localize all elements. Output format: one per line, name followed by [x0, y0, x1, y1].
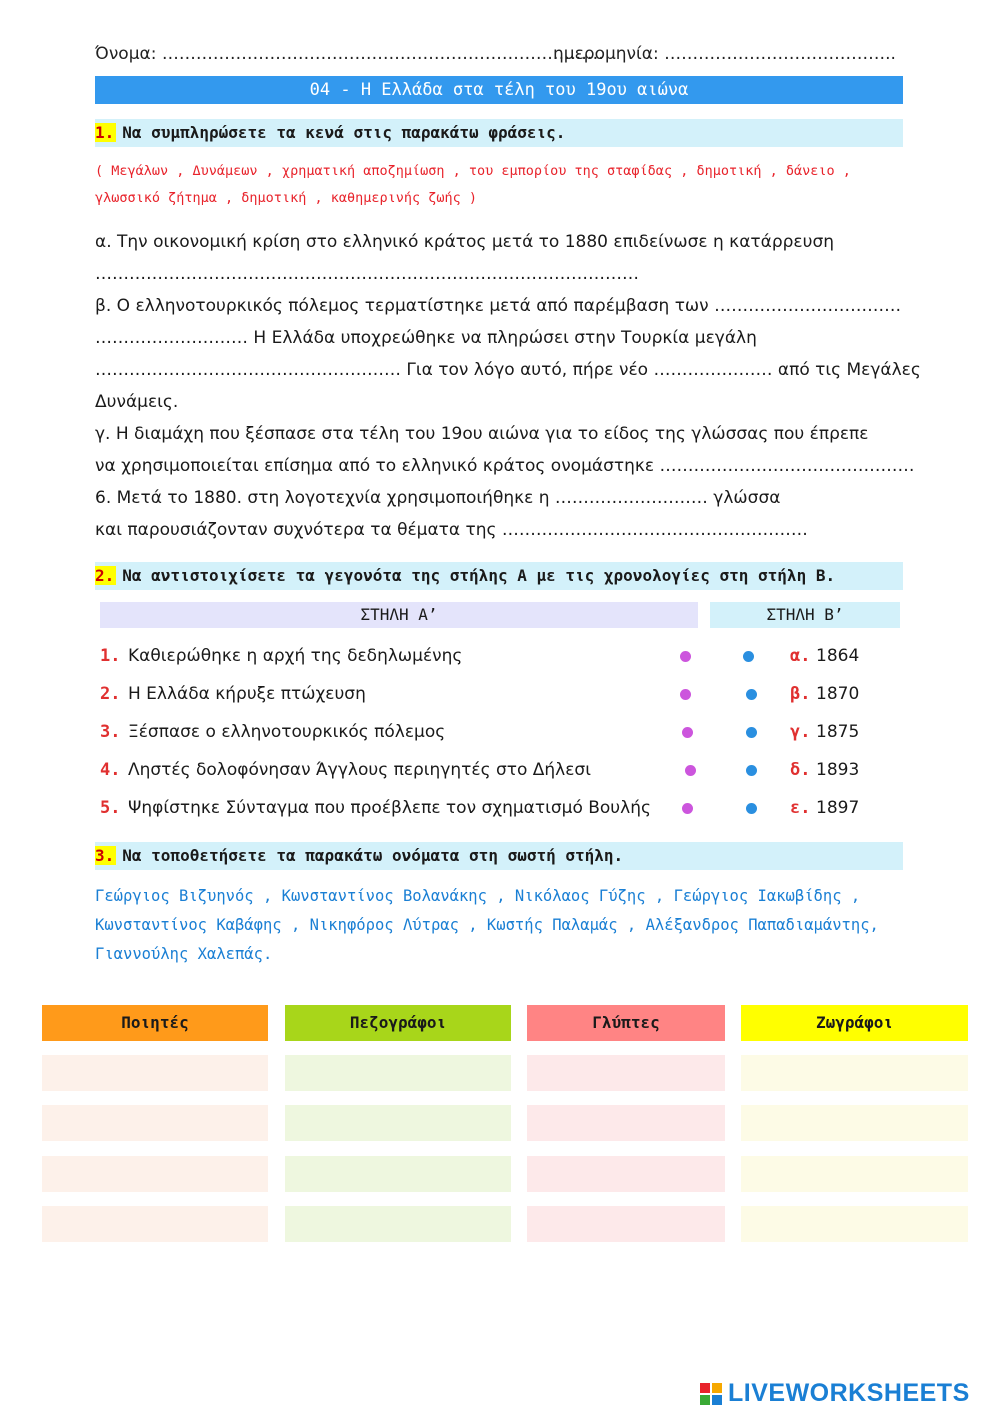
match-year: 1864 [816, 646, 860, 666]
answer-cell-painters[interactable] [741, 1105, 968, 1141]
fill-line-c1: γ. Η διαμάχη που ξέσπασε στα τέλη του 19ου αιώνα για το είδος της γλώσσας που έπρεπε [95, 424, 869, 444]
answer-cell-sculptors[interactable] [527, 1055, 725, 1091]
category-header-poets: Ποιητές [42, 1005, 268, 1041]
column-b-header: ΣΤΗΛΗ Β’ [710, 602, 900, 628]
answer-cell-prose-writers[interactable] [285, 1156, 511, 1192]
match-row [100, 795, 900, 833]
fill-line-a1: α. Την οικονομική κρίση στο ελληνικό κράτος μετά το 1880 επιδείνωσε η κατάρρευση [95, 232, 835, 252]
answer-cell-poets[interactable] [42, 1105, 268, 1141]
answer-cell-poets[interactable] [42, 1055, 268, 1091]
match-row [100, 757, 900, 795]
date-label: ημερομηνία: ………………………………….. [553, 44, 896, 64]
answer-cell-poets[interactable] [42, 1156, 268, 1192]
match-row [100, 681, 900, 719]
category-header-sculptors: Γλύπτες [527, 1005, 725, 1041]
match-number: 4. [100, 760, 121, 780]
match-year: 1897 [816, 798, 860, 818]
section-3-instruction: Να τοποθετήσετε τα παρακάτω ονόματα στη σωστή στήλη. [122, 846, 624, 865]
section-1-instruction: Να συμπληρώσετε τα κενά στις παρακάτω φράσεις. [122, 123, 566, 142]
fill-line-b4: Δυνάμεις. [95, 392, 179, 412]
answer-cell-sculptors[interactable] [527, 1156, 725, 1192]
fill-in-paragraph [95, 226, 921, 546]
match-letter: ε. [790, 798, 811, 818]
match-event: Ψηφίστηκε Σύνταγμα που προέβλεπε τον σχηματισμό Βουλής [128, 798, 651, 818]
answer-cell-painters[interactable] [741, 1156, 968, 1192]
answer-cell-prose-writers[interactable] [285, 1055, 511, 1091]
fill-line-b1: β. Ο ελληνοτουρκικός πόλεμος τερματίστηκε μετά από παρέμβαση των …………………………… [95, 296, 902, 316]
match-row [100, 643, 900, 681]
section-1-header [95, 119, 903, 147]
match-number: 5. [100, 798, 121, 818]
answer-cell-poets[interactable] [42, 1206, 268, 1242]
section-3-number: 3. [95, 846, 115, 865]
fill-line-d2: και παρουσιάζονταν συχνότερα τα θέματα της ……………………………………………… [95, 520, 808, 540]
match-event: Καθιερώθηκε η αρχή της δεδηλωμένης [128, 646, 463, 666]
logo-text: LIVEWORKSHEETS [728, 1379, 970, 1407]
fill-line-c2: να χρησιμοποιείται επίσημα από το ελληνικό κράτος ονομάστηκε ……………………………………… [95, 456, 915, 476]
names-list [95, 882, 905, 969]
answer-cell-painters[interactable] [741, 1055, 968, 1091]
logo-badge-icon [700, 1383, 722, 1405]
match-dot-a[interactable] [682, 727, 693, 738]
match-year: 1893 [816, 760, 860, 780]
fill-line-a2[interactable]: …………………………………………………………………………………… [95, 264, 639, 284]
fill-line-b3: ……………………………………………… Για τον λόγο αυτό, πήρε νέο ………………… από τις Μεγάλες [95, 360, 921, 380]
match-letter: γ. [790, 722, 811, 742]
match-event: Ξέσπασε ο ελληνοτουρκικός πόλεμος [128, 722, 446, 742]
word-bank [95, 158, 905, 212]
match-letter: α. [790, 646, 811, 666]
match-number: 2. [100, 684, 121, 704]
match-dot-b[interactable] [743, 651, 754, 662]
section-2-header [95, 562, 903, 590]
match-year: 1870 [816, 684, 860, 704]
fill-line-b2: ……………………… Η Ελλάδα υποχρεώθηκε να πληρώσει στην Τουρκία μεγάλη [95, 328, 757, 348]
match-letter: β. [790, 684, 811, 704]
names-line: Γιαννούλης Χαλεπάς. [95, 945, 273, 963]
section-2-instruction: Να αντιστοιχίσετε τα γεγονότα της στήλης Α με τις χρονολογίες στη στήλη Β. [122, 566, 836, 585]
match-dot-a[interactable] [685, 765, 696, 776]
section-1-number: 1. [95, 123, 115, 142]
section-2-number: 2. [95, 566, 115, 585]
match-dot-a[interactable] [682, 803, 693, 814]
names-line: Κωνσταντίνος Καβάφης , Νικηφόρος Λύτρας , Κωστής Παλαμάς , Αλέξανδρος Παπαδιαμάντης, [95, 916, 879, 934]
category-header-prose-writers: Πεζογράφοι [285, 1005, 511, 1041]
column-a-header: ΣΤΗΛΗ Α’ [100, 602, 698, 628]
category-header-painters: Ζωγράφοι [741, 1005, 968, 1041]
worksheet-title: 04 - Η Ελλάδα στα τέλη του 19ου αιώνα [95, 76, 903, 104]
match-dot-a[interactable] [680, 651, 691, 662]
match-event: Η Ελλάδα κήρυξε πτώχευση [128, 684, 366, 704]
match-dot-b[interactable] [746, 727, 757, 738]
name-label: Όνομα: …………………………………………………………………… [95, 44, 604, 64]
match-letter: δ. [790, 760, 811, 780]
answer-cell-sculptors[interactable] [527, 1105, 725, 1141]
word-bank-line: ( Μεγάλων , Δυνάμεων , χρηματική αποζημίωση , του εμπορίου της σταφίδας , δημοτική , δάνειο , [95, 163, 851, 179]
names-line: Γεώργιος Βιζυηνός , Κωνσταντίνος Βολανάκης , Νικόλαος Γύζης , Γεώργιος Ιακωβίδης , [95, 887, 861, 905]
match-number: 1. [100, 646, 121, 666]
match-year: 1875 [816, 722, 860, 742]
answer-cell-sculptors[interactable] [527, 1206, 725, 1242]
match-dot-a[interactable] [680, 689, 691, 700]
match-dot-b[interactable] [746, 765, 757, 776]
answer-cell-prose-writers[interactable] [285, 1105, 511, 1141]
match-dot-b[interactable] [746, 803, 757, 814]
match-row [100, 719, 900, 757]
word-bank-line: γλωσσικό ζήτημα , δημοτική , καθημερινής ζωής ) [95, 190, 478, 206]
section-3-header [95, 842, 903, 870]
match-number: 3. [100, 722, 121, 742]
match-dot-b[interactable] [746, 689, 757, 700]
fill-line-d1: 6. Μετά το 1880. στη λογοτεχνία χρησιμοποιήθηκε η ……………………… γλώσσα [95, 488, 781, 508]
match-event: Ληστές δολοφόνησαν Άγγλους περιηγητές στο Δήλεσι [128, 760, 591, 780]
answer-cell-prose-writers[interactable] [285, 1206, 511, 1242]
answer-cell-painters[interactable] [741, 1206, 968, 1242]
